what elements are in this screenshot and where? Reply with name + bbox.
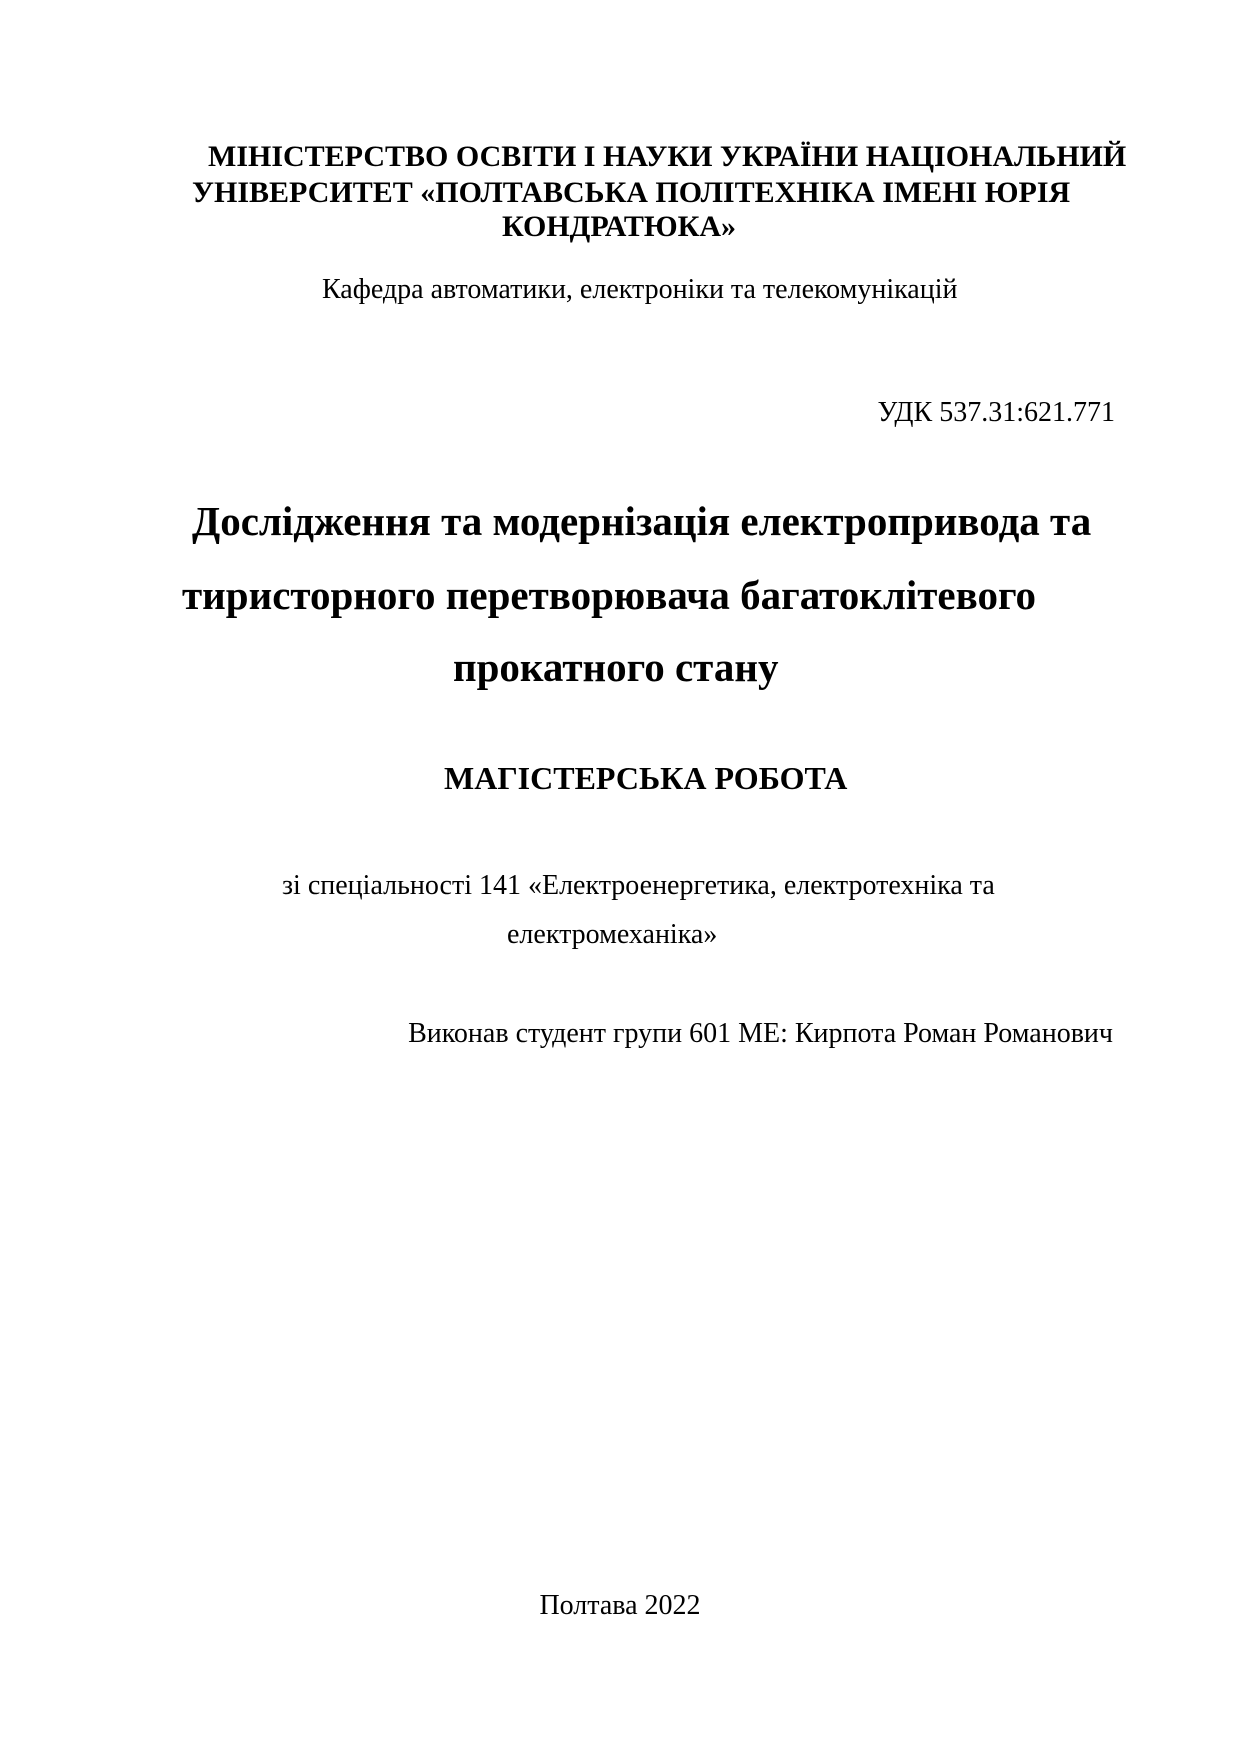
ministry-header-line-1: МІНІСТЕРСТВО ОСВІТИ І НАУКИ УКРАЇНИ НАЦІОНАЛЬНИЙ	[208, 140, 1127, 173]
udk-code: УДК 537.31:621.771	[877, 397, 1115, 428]
author-line: Виконав студент групи 601 МЕ: Кирпота Роман Романович	[408, 1018, 1113, 1049]
thesis-title-line-3: прокатного стану	[453, 644, 779, 690]
department-name: Кафедра автоматики, електроніки та телекомунікацій	[322, 274, 958, 305]
thesis-title-line-1: Дослідження та модернізація електропривода та	[192, 498, 1092, 544]
thesis-title-line-2: тиристорного перетворювача багатоклітевого	[182, 572, 1037, 618]
ministry-header-line-2: УНІВЕРСИТЕТ «ПОЛТАВСЬКА ПОЛІТЕХНІКА ІМЕНІ ЮРІЯ	[192, 176, 1071, 209]
specialty-line-2: електромеханіка»	[507, 919, 718, 950]
city-year: Полтава 2022	[539, 1590, 701, 1621]
specialty-line-1: зі спеціальності 141 «Електроенергетика, електротехніка та	[282, 870, 995, 901]
ministry-header-line-3: КОНДРАТЮКА»	[502, 210, 737, 243]
work-type: МАГІСТЕРСЬКА РОБОТА	[444, 760, 848, 796]
